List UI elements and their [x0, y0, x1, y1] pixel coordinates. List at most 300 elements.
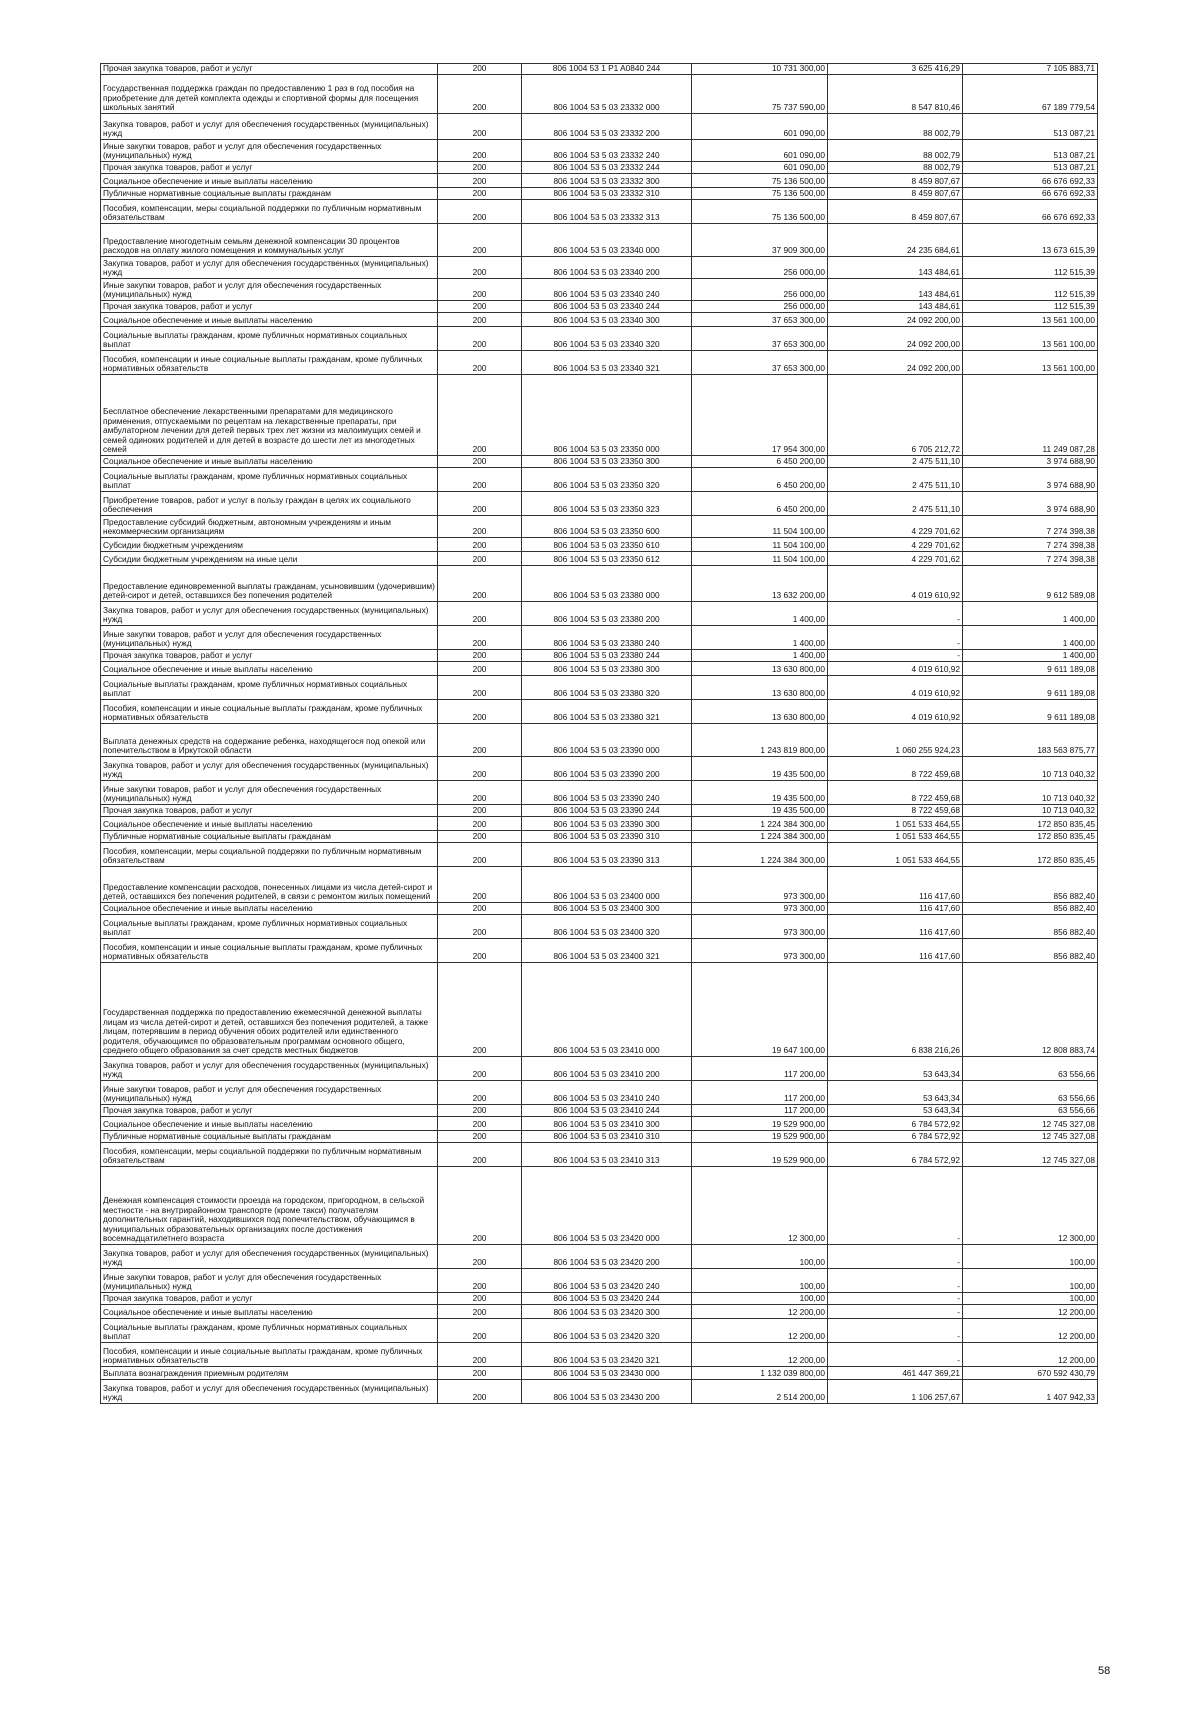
row-executed-cell: 8 459 807,67: [828, 200, 963, 224]
row-approved-cell: 75 737 590,00: [692, 75, 828, 114]
row-budget-code-cell: 806 1004 53 5 03 23390 240: [522, 781, 692, 805]
table-row: [101, 602, 1098, 626]
table-row: [101, 516, 1098, 538]
row-name-cell: Иные закупки товаров, работ и услуг для обеспечения государственных (муниципальных) нужд: [101, 1269, 438, 1293]
row-remaining-cell: 12 200,00: [963, 1319, 1098, 1343]
row-line-code-cell: 200: [438, 1081, 522, 1105]
row-budget-code-cell: 806 1004 53 5 03 23420 240: [522, 1269, 692, 1293]
row-approved-cell: 973 300,00: [692, 915, 828, 939]
row-budget-code-cell: 806 1004 53 5 03 23380 300: [522, 662, 692, 676]
row-remaining-cell: 100,00: [963, 1245, 1098, 1269]
row-name-cell: Приобретение товаров, работ и услуг в пользу граждан в целях их социального обеспечения: [101, 492, 438, 516]
row-budget-code-cell: 806 1004 53 5 03 23390 000: [522, 724, 692, 757]
row-line-code-cell: 200: [438, 867, 522, 903]
row-budget-code-cell: 806 1004 53 5 03 23420 000: [522, 1167, 692, 1245]
row-line-code-cell: 200: [438, 188, 522, 200]
row-line-code-cell: 200: [438, 831, 522, 843]
row-line-code-cell: 200: [438, 757, 522, 781]
row-budget-code-cell: 806 1004 53 5 03 23332 200: [522, 114, 692, 140]
row-executed-cell: 8 459 807,67: [828, 188, 963, 200]
row-line-code-cell: 200: [438, 200, 522, 224]
row-budget-code-cell: 806 1004 53 5 03 23400 000: [522, 867, 692, 903]
row-executed-cell: 116 417,60: [828, 867, 963, 903]
row-approved-cell: 1 400,00: [692, 650, 828, 662]
row-remaining-cell: 66 676 692,33: [963, 174, 1098, 188]
row-remaining-cell: 1 400,00: [963, 650, 1098, 662]
row-line-code-cell: 200: [438, 915, 522, 939]
row-name-cell: Социальное обеспечение и иные выплаты населению: [101, 903, 438, 915]
row-approved-cell: 2 514 200,00: [692, 1380, 828, 1404]
row-executed-cell: 461 447 369,21: [828, 1367, 963, 1380]
row-name-cell: Иные закупки товаров, работ и услуг для обеспечения государственных (муниципальных) нужд: [101, 1081, 438, 1105]
table-row: [101, 805, 1098, 817]
table-row: [101, 757, 1098, 781]
row-remaining-cell: 3 974 688,90: [963, 492, 1098, 516]
row-line-code-cell: 200: [438, 492, 522, 516]
row-approved-cell: 117 200,00: [692, 1057, 828, 1081]
table-row: [101, 963, 1098, 1057]
row-line-code-cell: 200: [438, 939, 522, 963]
row-name-cell: Социальное обеспечение и иные выплаты населению: [101, 817, 438, 831]
row-approved-cell: 6 450 200,00: [692, 492, 828, 516]
row-remaining-cell: 856 882,40: [963, 915, 1098, 939]
row-remaining-cell: 3 974 688,90: [963, 456, 1098, 468]
table-row: [101, 351, 1098, 375]
row-executed-cell: 24 235 684,61: [828, 224, 963, 257]
row-name-cell: Выплата денежных средств на содержание ребенка, находящегося под опекой или попечительством в Иркутской области: [101, 724, 438, 757]
row-name-cell: Закупка товаров, работ и услуг для обеспечения государственных (муниципальных) нужд: [101, 1245, 438, 1269]
row-name-cell: Бесплатное обеспечение лекарственными препаратами для медицинского применения, отпускаемыми по рецептам на лекарственные препараты, при амбулаторном лечении для детей первых трех лет жизни из малоимущих семей и семей одиноких родителей и для детей в возрасте до шести лет из многодетных семей: [101, 375, 438, 456]
row-budget-code-cell: 806 1004 53 5 03 23350 300: [522, 456, 692, 468]
table-row: [101, 1143, 1098, 1167]
table-row: [101, 650, 1098, 662]
table-row: [101, 162, 1098, 174]
row-line-code-cell: 200: [438, 1380, 522, 1404]
row-executed-cell: 2 475 511,10: [828, 468, 963, 492]
table-row: [101, 1117, 1098, 1131]
row-line-code-cell: 200: [438, 662, 522, 676]
row-approved-cell: 13 630 800,00: [692, 676, 828, 700]
row-remaining-cell: 1 400,00: [963, 626, 1098, 650]
row-approved-cell: 601 090,00: [692, 114, 828, 140]
row-budget-code-cell: 806 1004 53 5 03 23410 200: [522, 1057, 692, 1081]
row-name-cell: Закупка товаров, работ и услуг для обеспечения государственных (муниципальных) нужд: [101, 1380, 438, 1404]
row-name-cell: Иные закупки товаров, работ и услуг для обеспечения государственных (муниципальных) нужд: [101, 279, 438, 301]
table-row: [101, 1167, 1098, 1245]
row-line-code-cell: 200: [438, 1117, 522, 1131]
row-remaining-cell: 7 274 398,38: [963, 538, 1098, 552]
row-name-cell: Закупка товаров, работ и услуг для обеспечения государственных (муниципальных) нужд: [101, 1057, 438, 1081]
row-executed-cell: -: [828, 626, 963, 650]
row-executed-cell: -: [828, 1305, 963, 1319]
row-name-cell: Субсидии бюджетным учреждениям на иные цели: [101, 552, 438, 566]
row-name-cell: Предоставление многодетным семьям денежной компенсации 30 процентов расходов на оплату жилого помещения и коммунальных услуг: [101, 224, 438, 257]
row-executed-cell: 1 060 255 924,23: [828, 724, 963, 757]
row-budget-code-cell: 806 1004 53 5 03 23340 000: [522, 224, 692, 257]
row-executed-cell: 143 484,61: [828, 301, 963, 313]
row-approved-cell: 19 529 900,00: [692, 1117, 828, 1131]
table-row: [101, 1245, 1098, 1269]
row-approved-cell: 601 090,00: [692, 140, 828, 162]
row-executed-cell: 4 019 610,92: [828, 566, 963, 602]
row-line-code-cell: 200: [438, 375, 522, 456]
row-remaining-cell: 856 882,40: [963, 939, 1098, 963]
row-name-cell: Прочая закупка товаров, работ и услуг: [101, 301, 438, 313]
row-name-cell: Публичные нормативные социальные выплаты гражданам: [101, 1131, 438, 1143]
row-budget-code-cell: 806 1004 53 5 03 23400 320: [522, 915, 692, 939]
row-remaining-cell: 12 745 327,08: [963, 1143, 1098, 1167]
row-remaining-cell: 63 556,66: [963, 1105, 1098, 1117]
row-approved-cell: 37 653 300,00: [692, 351, 828, 375]
row-line-code-cell: 200: [438, 1319, 522, 1343]
row-executed-cell: -: [828, 1319, 963, 1343]
table-row: [101, 327, 1098, 351]
row-line-code-cell: 200: [438, 516, 522, 538]
row-remaining-cell: 856 882,40: [963, 903, 1098, 915]
row-name-cell: Социальные выплаты гражданам, кроме публичных нормативных социальных выплат: [101, 676, 438, 700]
row-remaining-cell: 7 274 398,38: [963, 552, 1098, 566]
row-executed-cell: 143 484,61: [828, 279, 963, 301]
budget-execution-table: [100, 63, 1098, 1404]
table-row: [101, 781, 1098, 805]
table-row: [101, 915, 1098, 939]
table-row: [101, 279, 1098, 301]
table-row: [101, 140, 1098, 162]
row-approved-cell: 6 450 200,00: [692, 456, 828, 468]
row-approved-cell: 13 630 800,00: [692, 662, 828, 676]
row-line-code-cell: 200: [438, 114, 522, 140]
row-line-code-cell: 200: [438, 1131, 522, 1143]
row-line-code-cell: 200: [438, 313, 522, 327]
row-name-cell: Социальное обеспечение и иные выплаты населению: [101, 313, 438, 327]
row-budget-code-cell: 806 1004 53 5 03 23410 240: [522, 1081, 692, 1105]
row-approved-cell: 13 632 200,00: [692, 566, 828, 602]
table-row: [101, 939, 1098, 963]
row-line-code-cell: 200: [438, 676, 522, 700]
row-budget-code-cell: 806 1004 53 5 03 23340 240: [522, 279, 692, 301]
row-line-code-cell: 200: [438, 724, 522, 757]
row-budget-code-cell: 806 1004 53 5 03 23390 300: [522, 817, 692, 831]
row-budget-code-cell: 806 1004 53 5 03 23350 610: [522, 538, 692, 552]
row-remaining-cell: 13 561 100,00: [963, 327, 1098, 351]
row-approved-cell: 256 000,00: [692, 301, 828, 313]
row-approved-cell: 75 136 500,00: [692, 174, 828, 188]
row-executed-cell: 4 019 610,92: [828, 676, 963, 700]
row-name-cell: Иные закупки товаров, работ и услуг для обеспечения государственных (муниципальных) нужд: [101, 626, 438, 650]
row-line-code-cell: 200: [438, 781, 522, 805]
row-remaining-cell: 100,00: [963, 1293, 1098, 1305]
row-budget-code-cell: 806 1004 53 5 03 23380 240: [522, 626, 692, 650]
row-remaining-cell: 172 850 835,45: [963, 831, 1098, 843]
row-line-code-cell: 200: [438, 468, 522, 492]
row-line-code-cell: 200: [438, 75, 522, 114]
row-budget-code-cell: 806 1004 53 5 03 23380 321: [522, 700, 692, 724]
row-name-cell: Иные закупки товаров, работ и услуг для обеспечения государственных (муниципальных) нужд: [101, 781, 438, 805]
row-remaining-cell: 67 189 779,54: [963, 75, 1098, 114]
row-remaining-cell: 1 400,00: [963, 602, 1098, 626]
row-budget-code-cell: 806 1004 53 5 03 23410 313: [522, 1143, 692, 1167]
row-remaining-cell: 9 611 189,08: [963, 676, 1098, 700]
table-row: [101, 375, 1098, 456]
row-name-cell: Пособия, компенсации и иные социальные выплаты гражданам, кроме публичных нормативных обязательств: [101, 351, 438, 375]
row-budget-code-cell: 806 1004 53 5 03 23390 200: [522, 757, 692, 781]
row-approved-cell: 117 200,00: [692, 1105, 828, 1117]
row-approved-cell: 256 000,00: [692, 279, 828, 301]
row-remaining-cell: 7 274 398,38: [963, 516, 1098, 538]
row-budget-code-cell: 806 1004 53 5 03 23350 323: [522, 492, 692, 516]
row-name-cell: Государственная поддержка по предоставлению ежемесячной денежной выплаты лицам из числа детей-сирот и детей, оставшихся без попечения родителей, а также лицам, потерявшим в период обучения обоих родителей или единственного родителя, обучающимся по образовательным программам основного общего, среднего общего образования за счет средств местных бюджетов: [101, 963, 438, 1057]
row-approved-cell: 19 529 900,00: [692, 1143, 828, 1167]
row-executed-cell: 4 229 701,62: [828, 538, 963, 552]
row-budget-code-cell: 806 1004 53 5 03 23380 320: [522, 676, 692, 700]
table-row: [101, 492, 1098, 516]
row-approved-cell: 12 200,00: [692, 1343, 828, 1367]
table-row: [101, 700, 1098, 724]
row-line-code-cell: 200: [438, 351, 522, 375]
row-remaining-cell: 9 611 189,08: [963, 662, 1098, 676]
row-name-cell: Пособия, компенсации, меры социальной поддержки по публичным нормативным обязательствам: [101, 843, 438, 867]
row-name-cell: Социальное обеспечение и иные выплаты населению: [101, 662, 438, 676]
row-approved-cell: 601 090,00: [692, 162, 828, 174]
row-line-code-cell: 200: [438, 1143, 522, 1167]
row-name-cell: Прочая закупка товаров, работ и услуг: [101, 805, 438, 817]
row-line-code-cell: 200: [438, 538, 522, 552]
row-line-code-cell: 200: [438, 279, 522, 301]
table-row: [101, 456, 1098, 468]
row-budget-code-cell: 806 1004 53 5 03 23350 320: [522, 468, 692, 492]
row-line-code-cell: 200: [438, 140, 522, 162]
row-name-cell: Пособия, компенсации, меры социальной поддержки по публичным нормативным обязательствам: [101, 1143, 438, 1167]
row-executed-cell: 2 475 511,10: [828, 456, 963, 468]
row-remaining-cell: 670 592 430,79: [963, 1367, 1098, 1380]
row-approved-cell: 19 529 900,00: [692, 1131, 828, 1143]
row-line-code-cell: 200: [438, 626, 522, 650]
row-executed-cell: 143 484,61: [828, 257, 963, 279]
row-budget-code-cell: 806 1004 53 5 03 23332 300: [522, 174, 692, 188]
row-budget-code-cell: 806 1004 53 5 03 23350 000: [522, 375, 692, 456]
row-approved-cell: 11 504 100,00: [692, 538, 828, 552]
table-row: [101, 224, 1098, 257]
row-budget-code-cell: 806 1004 53 5 03 23410 000: [522, 963, 692, 1057]
row-line-code-cell: 200: [438, 1167, 522, 1245]
row-approved-cell: 19 647 100,00: [692, 963, 828, 1057]
row-name-cell: Пособия, компенсации, меры социальной поддержки по публичным нормативным обязательствам: [101, 200, 438, 224]
table-row: [101, 1367, 1098, 1380]
table-row: [101, 313, 1098, 327]
row-budget-code-cell: 806 1004 53 5 03 23410 244: [522, 1105, 692, 1117]
row-name-cell: Социальное обеспечение и иные выплаты населению: [101, 1117, 438, 1131]
row-executed-cell: 116 417,60: [828, 903, 963, 915]
row-remaining-cell: 513 087,21: [963, 114, 1098, 140]
row-executed-cell: 1 051 533 464,55: [828, 817, 963, 831]
row-budget-code-cell: 806 1004 53 5 03 23400 321: [522, 939, 692, 963]
row-approved-cell: 37 653 300,00: [692, 313, 828, 327]
row-approved-cell: 973 300,00: [692, 903, 828, 915]
row-line-code-cell: 200: [438, 903, 522, 915]
row-name-cell: Социальное обеспечение и иные выплаты населению: [101, 174, 438, 188]
row-name-cell: Предоставление единовременной выплаты гражданам, усыновившим (удочерившим) детей-сирот и детей, оставшихся без попечения родителей: [101, 566, 438, 602]
row-remaining-cell: 172 850 835,45: [963, 817, 1098, 831]
row-budget-code-cell: 806 1004 53 5 03 23390 244: [522, 805, 692, 817]
row-executed-cell: 24 092 200,00: [828, 351, 963, 375]
table-row: [101, 114, 1098, 140]
table-row: [101, 676, 1098, 700]
row-remaining-cell: 10 713 040,32: [963, 781, 1098, 805]
table-row: [101, 301, 1098, 313]
row-executed-cell: 4 229 701,62: [828, 552, 963, 566]
row-name-cell: Денежная компенсация стоимости проезда на городском, пригородном, в сельской местности - на внутрирайонном транспорте (кроме такси) получателям дополнительных гарантий, находившихся под попечительством, обучающимся в муниципальных образовательных организациях после достижения восемнадцатилетнего возраста: [101, 1167, 438, 1245]
row-approved-cell: 6 450 200,00: [692, 468, 828, 492]
row-remaining-cell: 13 561 100,00: [963, 351, 1098, 375]
row-approved-cell: 1 243 819 800,00: [692, 724, 828, 757]
row-remaining-cell: 3 974 688,90: [963, 468, 1098, 492]
row-remaining-cell: 13 673 615,39: [963, 224, 1098, 257]
row-name-cell: Предоставление субсидий бюджетным, автономным учреждениям и иным некоммерческим организациям: [101, 516, 438, 538]
row-executed-cell: -: [828, 1167, 963, 1245]
table-row: [101, 1293, 1098, 1305]
row-line-code-cell: 200: [438, 566, 522, 602]
row-executed-cell: 4 019 610,92: [828, 700, 963, 724]
row-name-cell: Прочая закупка товаров, работ и услуг: [101, 64, 438, 75]
row-name-cell: Закупка товаров, работ и услуг для обеспечения государственных (муниципальных) нужд: [101, 757, 438, 781]
table-row: [101, 1131, 1098, 1143]
row-remaining-cell: 112 515,39: [963, 301, 1098, 313]
table-row: [101, 64, 1098, 75]
row-approved-cell: 19 435 500,00: [692, 781, 828, 805]
row-executed-cell: 24 092 200,00: [828, 313, 963, 327]
row-budget-code-cell: 806 1004 53 5 03 23380 244: [522, 650, 692, 662]
row-name-cell: Публичные нормативные социальные выплаты гражданам: [101, 831, 438, 843]
row-approved-cell: 1 132 039 800,00: [692, 1367, 828, 1380]
row-executed-cell: -: [828, 602, 963, 626]
table-row: [101, 626, 1098, 650]
row-budget-code-cell: 806 1004 53 5 03 23340 321: [522, 351, 692, 375]
row-budget-code-cell: 806 1004 53 5 03 23420 321: [522, 1343, 692, 1367]
row-executed-cell: 24 092 200,00: [828, 327, 963, 351]
row-executed-cell: 4 229 701,62: [828, 516, 963, 538]
row-line-code-cell: 200: [438, 301, 522, 313]
row-name-cell: Закупка товаров, работ и услуг для обеспечения государственных (муниципальных) нужд: [101, 602, 438, 626]
row-executed-cell: 8 459 807,67: [828, 174, 963, 188]
table-row: [101, 200, 1098, 224]
row-approved-cell: 973 300,00: [692, 867, 828, 903]
row-name-cell: Прочая закупка товаров, работ и услуг: [101, 1293, 438, 1305]
row-executed-cell: 88 002,79: [828, 140, 963, 162]
row-name-cell: Субсидии бюджетным учреждениям: [101, 538, 438, 552]
row-executed-cell: 8 722 459,68: [828, 805, 963, 817]
row-budget-code-cell: 806 1004 53 5 03 23332 240: [522, 140, 692, 162]
row-line-code-cell: 200: [438, 1367, 522, 1380]
row-executed-cell: 1 051 533 464,55: [828, 843, 963, 867]
row-name-cell: Социальные выплаты гражданам, кроме публичных нормативных социальных выплат: [101, 915, 438, 939]
row-executed-cell: 8 722 459,68: [828, 757, 963, 781]
row-approved-cell: 37 909 300,00: [692, 224, 828, 257]
row-approved-cell: 1 400,00: [692, 626, 828, 650]
row-remaining-cell: 9 611 189,08: [963, 700, 1098, 724]
row-name-cell: Выплата вознаграждения приемным родителям: [101, 1367, 438, 1380]
row-line-code-cell: 200: [438, 1305, 522, 1319]
row-executed-cell: 6 838 216,26: [828, 963, 963, 1057]
row-line-code-cell: 200: [438, 1269, 522, 1293]
row-approved-cell: 19 435 500,00: [692, 805, 828, 817]
row-approved-cell: 13 630 800,00: [692, 700, 828, 724]
row-approved-cell: 973 300,00: [692, 939, 828, 963]
row-line-code-cell: 200: [438, 456, 522, 468]
row-budget-code-cell: 806 1004 53 5 03 23390 310: [522, 831, 692, 843]
row-remaining-cell: 66 676 692,33: [963, 200, 1098, 224]
row-name-cell: Прочая закупка товаров, работ и услуг: [101, 650, 438, 662]
row-remaining-cell: 7 105 883,71: [963, 64, 1098, 75]
row-line-code-cell: 200: [438, 327, 522, 351]
row-name-cell: Иные закупки товаров, работ и услуг для обеспечения государственных (муниципальных) нужд: [101, 140, 438, 162]
row-line-code-cell: 200: [438, 1245, 522, 1269]
row-name-cell: Прочая закупка товаров, работ и услуг: [101, 1105, 438, 1117]
row-remaining-cell: 63 556,66: [963, 1057, 1098, 1081]
table-row: [101, 1081, 1098, 1105]
row-approved-cell: 17 954 300,00: [692, 375, 828, 456]
row-remaining-cell: 513 087,21: [963, 140, 1098, 162]
row-executed-cell: 1 106 257,67: [828, 1380, 963, 1404]
row-approved-cell: 256 000,00: [692, 257, 828, 279]
row-name-cell: Прочая закупка товаров, работ и услуг: [101, 162, 438, 174]
table-row: [101, 75, 1098, 114]
row-approved-cell: 19 435 500,00: [692, 757, 828, 781]
row-line-code-cell: 200: [438, 1293, 522, 1305]
row-executed-cell: 6 784 572,92: [828, 1117, 963, 1131]
row-line-code-cell: 200: [438, 162, 522, 174]
row-remaining-cell: 9 612 589,08: [963, 566, 1098, 602]
table-row: [101, 1057, 1098, 1081]
row-line-code-cell: 200: [438, 64, 522, 75]
row-executed-cell: 6 784 572,92: [828, 1131, 963, 1143]
row-budget-code-cell: 806 1004 53 5 03 23420 300: [522, 1305, 692, 1319]
row-executed-cell: 4 019 610,92: [828, 662, 963, 676]
row-line-code-cell: 200: [438, 602, 522, 626]
row-executed-cell: 53 643,34: [828, 1057, 963, 1081]
row-approved-cell: 12 200,00: [692, 1305, 828, 1319]
table-row: [101, 724, 1098, 757]
row-executed-cell: 88 002,79: [828, 114, 963, 140]
row-budget-code-cell: 806 1004 53 5 03 23430 000: [522, 1367, 692, 1380]
row-remaining-cell: 100,00: [963, 1269, 1098, 1293]
row-executed-cell: 116 417,60: [828, 915, 963, 939]
row-name-cell: Социальные выплаты гражданам, кроме публичных нормативных социальных выплат: [101, 468, 438, 492]
row-executed-cell: 3 625 416,29: [828, 64, 963, 75]
row-remaining-cell: 183 563 875,77: [963, 724, 1098, 757]
row-remaining-cell: 10 713 040,32: [963, 805, 1098, 817]
row-remaining-cell: 112 515,39: [963, 279, 1098, 301]
row-approved-cell: 1 224 384 300,00: [692, 831, 828, 843]
row-approved-cell: 10 731 300,00: [692, 64, 828, 75]
row-line-code-cell: 200: [438, 174, 522, 188]
row-remaining-cell: 12 200,00: [963, 1305, 1098, 1319]
row-line-code-cell: 200: [438, 224, 522, 257]
row-approved-cell: 100,00: [692, 1245, 828, 1269]
row-name-cell: Государственная поддержка граждан по предоставлению 1 раз в год пособия на приобретение для детей комплекта одежды и спортивной формы для посещения школьных занятий: [101, 75, 438, 114]
row-budget-code-cell: 806 1004 53 5 03 23340 200: [522, 257, 692, 279]
row-remaining-cell: 12 745 327,08: [963, 1117, 1098, 1131]
row-remaining-cell: 513 087,21: [963, 162, 1098, 174]
table-row: [101, 1343, 1098, 1367]
row-approved-cell: 37 653 300,00: [692, 327, 828, 351]
table-row: [101, 552, 1098, 566]
row-line-code-cell: 200: [438, 257, 522, 279]
row-name-cell: Социальное обеспечение и иные выплаты населению: [101, 1305, 438, 1319]
row-line-code-cell: 200: [438, 963, 522, 1057]
row-budget-code-cell: 806 1004 53 5 03 23390 313: [522, 843, 692, 867]
table-row: [101, 188, 1098, 200]
row-approved-cell: 1 224 384 300,00: [692, 843, 828, 867]
